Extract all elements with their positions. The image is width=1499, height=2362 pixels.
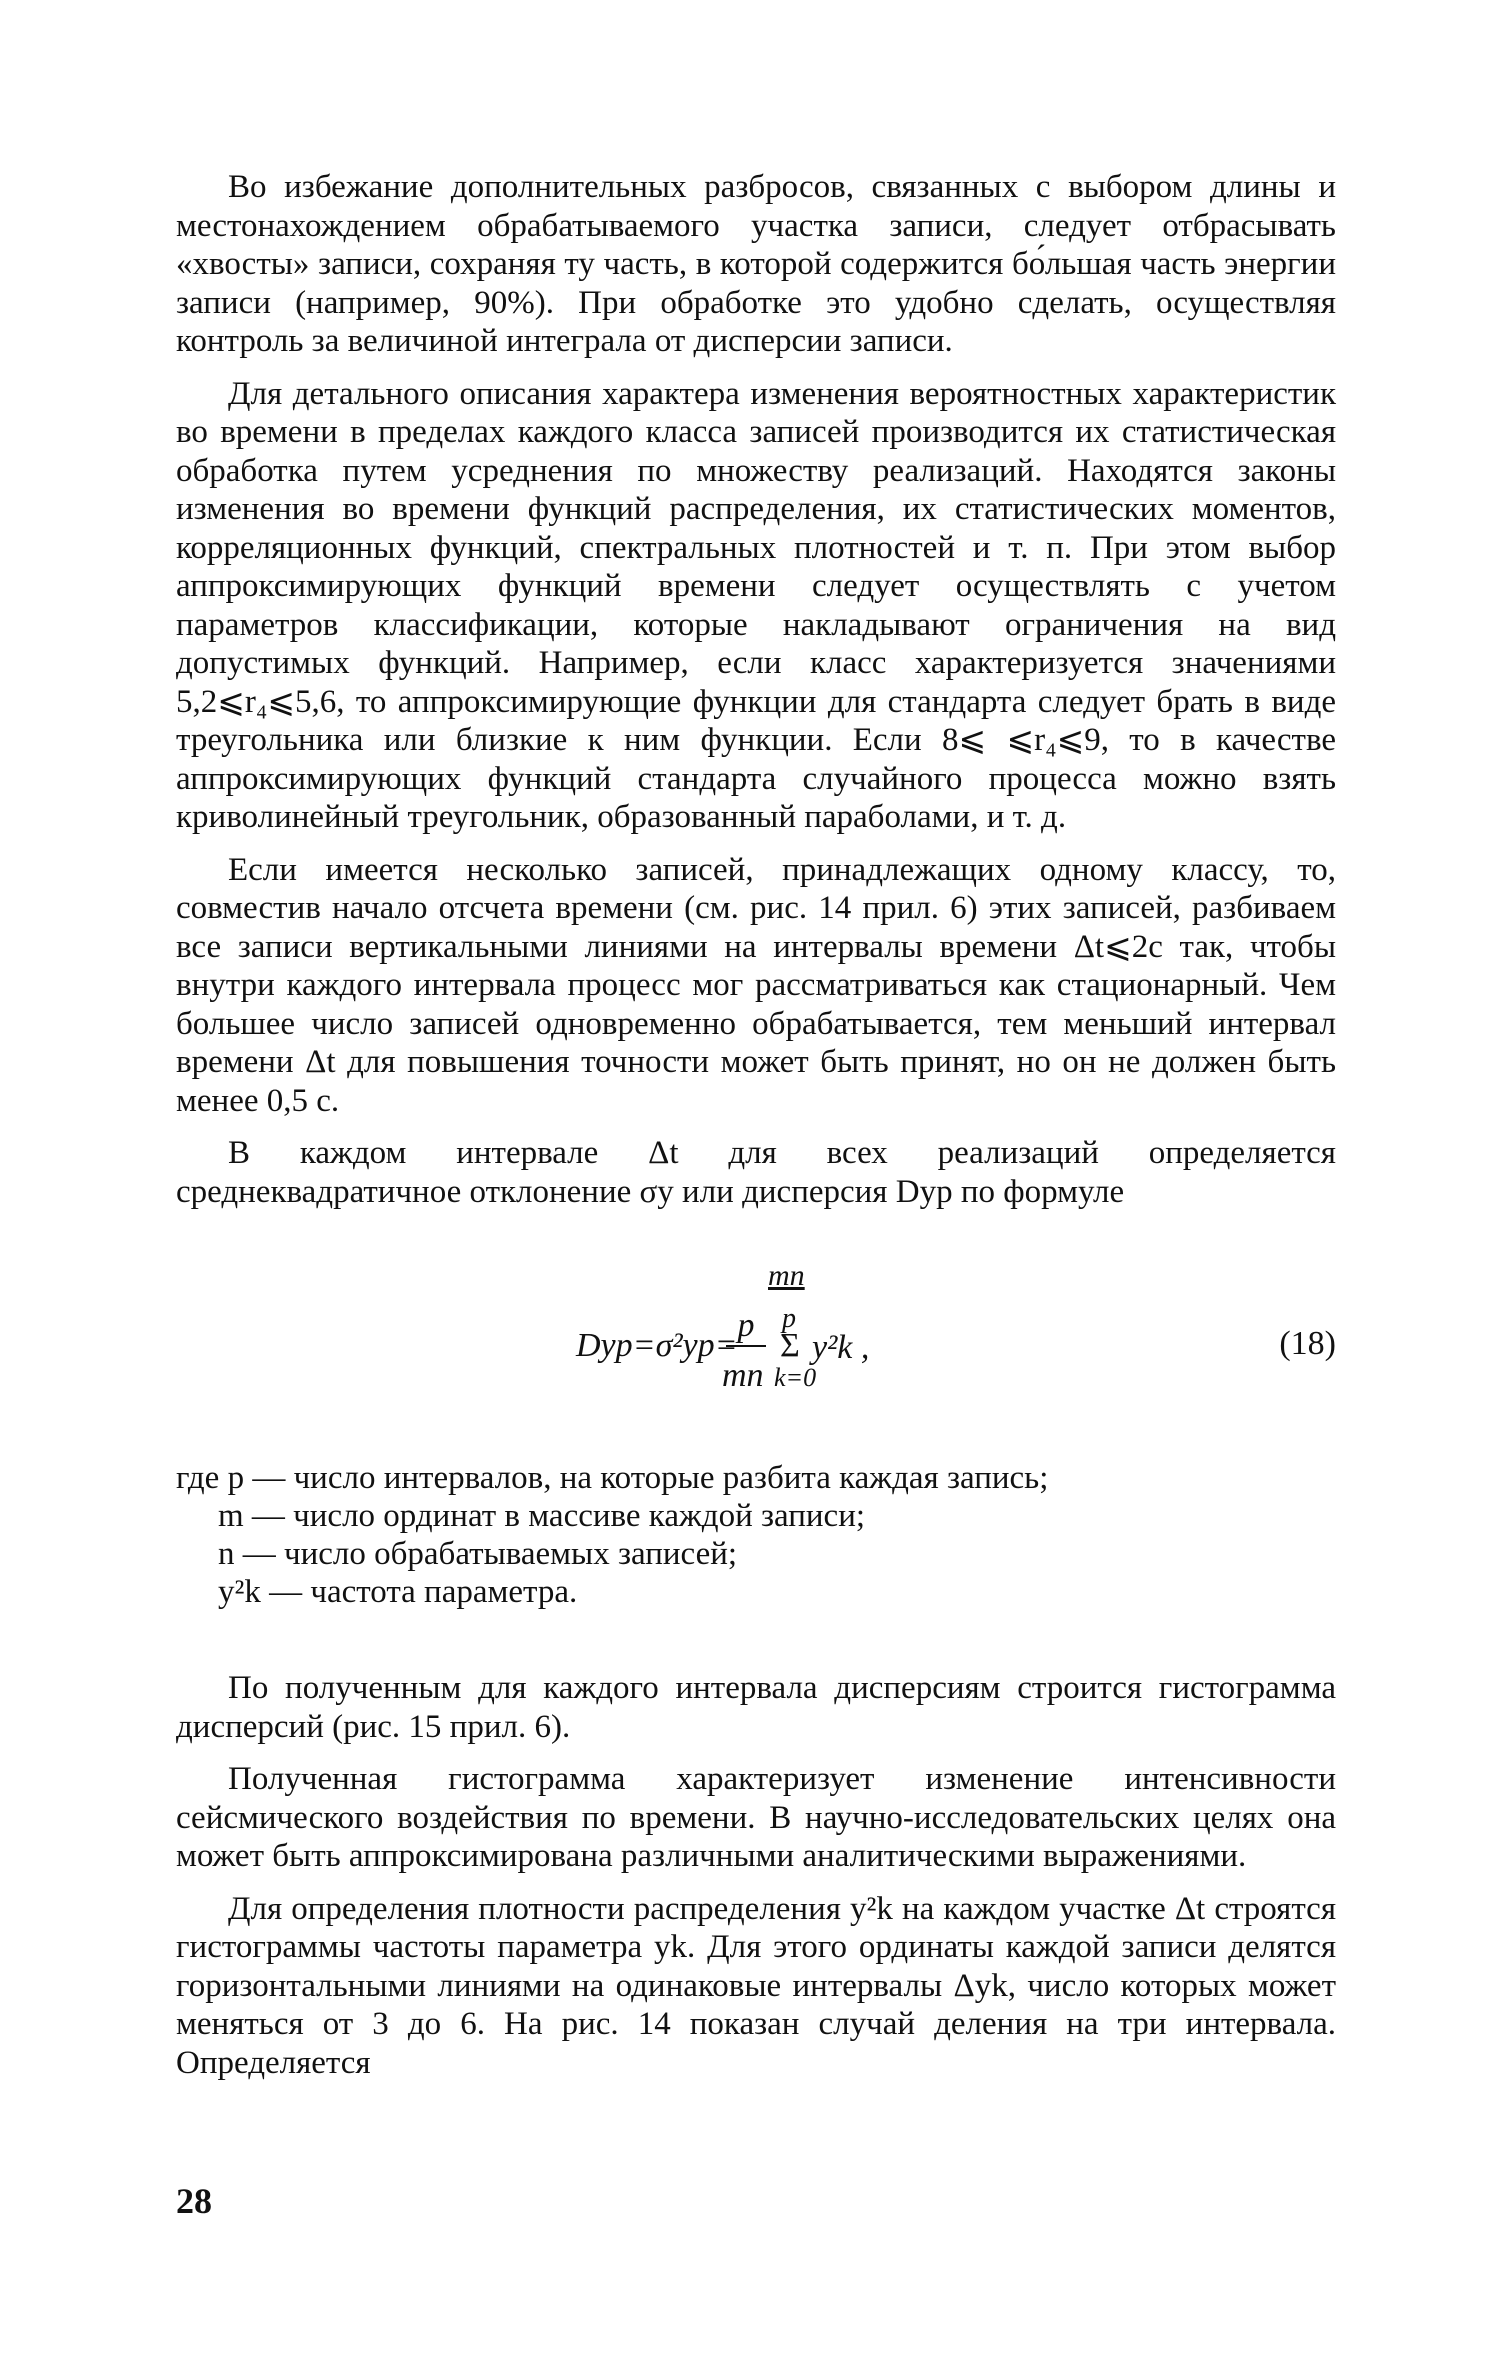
sum-lower: k=0 bbox=[774, 1363, 817, 1392]
paragraph: По полученным для каждого интервала дисперсиям строится гистограмма дисперсий (рис. 15 прил. 6). bbox=[176, 1670, 1336, 1745]
page-body bbox=[176, 168, 1336, 2082]
formula-expression bbox=[576, 1259, 1076, 1409]
equation-number: (18) bbox=[1279, 1325, 1336, 1362]
paragraph: Во избежание дополнительных разбросов, связанных с выбором длины и местонахождением обрабатываемого участка записи, следует отбрасывать «хвосты» записи, сохраняя ту часть, в которой содержится бо́льшая часть энергии записи (например, 90%). При обработке это удобно сделать, осуществляя контроль за величиной интеграла от дисперсии записи. bbox=[176, 169, 1336, 359]
formula-lhs: Dyp=σ²yp= bbox=[576, 1327, 738, 1364]
definitions-list bbox=[176, 1459, 1336, 1611]
sum-term: y²k , bbox=[812, 1329, 870, 1366]
paragraph: Полученная гистограмма характеризует изменение интенсивности сейсмического воздействия по времени. В научно-исследовательских целях она может быть аппроксимирована различными аналитическими выражениями. bbox=[176, 1761, 1336, 1874]
sum-symbol: Σ bbox=[780, 1327, 800, 1364]
formula-18 bbox=[176, 1259, 1336, 1409]
paragraph: Для определения плотности распределения y²k на каждом участке Δt строятся гистограммы частоты параметра yk. Для этого ординаты каждой записи делятся горизонтальными линиями на одинаковые интервалы Δyk, число которых может меняться от 3 до 6. На рис. 14 показан случай деления на три интервала. Определяется bbox=[176, 1890, 1336, 2081]
definition-item: где p — число интервалов, на которые разбита каждая запись; bbox=[176, 1460, 1049, 1496]
sum-upper-num: mn bbox=[768, 1259, 805, 1292]
page-number: 28 bbox=[176, 2181, 212, 2221]
definition-item: n — число обрабатываемых записей; bbox=[218, 1536, 738, 1572]
sum-upper-den: p bbox=[782, 1303, 796, 1334]
fraction-denominator: mn bbox=[722, 1357, 764, 1394]
definition-item: m — число ординат в массиве каждой записи; bbox=[218, 1498, 866, 1534]
definition-item: y²k — частота параметра. bbox=[218, 1574, 578, 1610]
paragraph: Для детального описания характера изменения вероятностных характеристик во времени в пределах каждого класса записей производится их статистическая обработка путем усреднения по множеству реализаций. Находятся законы изменения во времени функций распределения, их статистических моментов, корреляционных функций, спектральных плотностей и т. п. При этом выбор аппроксимирующих функций времени следует осуществлять с учетом параметров классификации, которые накладывают ограничения на вид допустимых функций. Например, если класс характеризуется значениями 5,2⩽r₄⩽5,6, то аппроксимирующие функции для стандарта следует брать в виде треугольника или близкие к ним функции. Если 8⩽ ⩽r₄⩽9, то в качестве аппроксимирующих функций стандарта случайного процесса можно взять криволинейный треугольник, образованный параболами, и т. д. bbox=[176, 375, 1336, 835]
fraction-numerator: p bbox=[726, 1307, 766, 1347]
paragraph: В каждом интервале Δt для всех реализаций определяется среднеквадратичное отклонение σy или дисперсия Dyp по формуле bbox=[176, 1135, 1336, 1210]
paragraph: Если имеется несколько записей, принадлежащих одному классу, то, совместив начало отсчета времени (см. рис. 14 прил. 6) этих записей, разбиваем все записи вертикальными линиями на интервалы времени Δt⩽2c так, чтобы внутри каждого интервала процесс мог рассматриваться как стационарный. Чем большее число записей одновременно обрабатывается, тем меньший интервал времени Δt для повышения точности может быть принят, но он не должен быть менее 0,5 с. bbox=[176, 851, 1336, 1119]
